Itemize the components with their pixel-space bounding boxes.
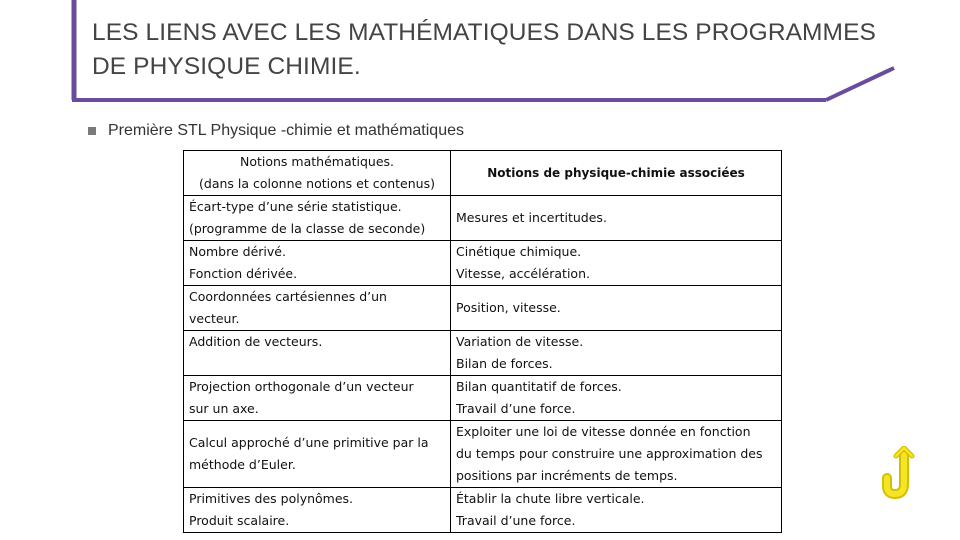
table-row [184, 488, 782, 533]
cell-line: Variation de vitesse. [456, 334, 584, 349]
math-cell [184, 376, 451, 421]
notions-table [183, 150, 782, 533]
bullet-item [88, 122, 464, 140]
cell-line: Mesures et incertitudes. [456, 210, 607, 225]
cell-line: Bilan de forces. [456, 356, 553, 371]
cell-line: Coordonnées cartésiennes d’un [189, 289, 387, 304]
cell-line: Addition de vecteurs. [189, 334, 323, 349]
cell-line: Travail d’une force. [456, 513, 576, 528]
cell-line: Produit scalaire. [189, 513, 290, 528]
table-row [184, 331, 782, 376]
page-title [92, 16, 882, 84]
header-physics-notions: Notions de physique-chimie associées [451, 151, 782, 196]
title-line-2: DE PHYSIQUE CHIMIE. [92, 53, 361, 80]
cell-line: Cinétique chimique. [456, 244, 582, 259]
physics-cell [451, 196, 782, 241]
physics-cell [451, 286, 782, 331]
physics-cell [451, 421, 782, 488]
math-cell [184, 488, 451, 533]
cell-line: du temps pour construire une approximation des [456, 446, 763, 461]
cell-line: Projection orthogonale d’un vecteur [189, 379, 414, 394]
math-cell [184, 286, 451, 331]
cell-line: Bilan quantitatif de forces. [456, 379, 622, 394]
math-cell [184, 331, 451, 376]
cell-line: vecteur. [189, 311, 240, 326]
physics-cell [451, 331, 782, 376]
table-row [184, 241, 782, 286]
cell-line: Exploiter une loi de vitesse donnée en fonction [456, 424, 751, 439]
cell-line: Primitives des polynômes. [189, 491, 354, 506]
math-cell [184, 196, 451, 241]
physics-cell [451, 376, 782, 421]
cell-line: Calcul approché d’une primitive par la [189, 435, 429, 450]
square-bullet-icon [88, 127, 96, 135]
header-math-line-1: Notions mathématiques. [239, 154, 395, 169]
bullet-text: Première STL Physique -chimie et mathématiques [108, 122, 464, 139]
table-row [184, 286, 782, 331]
physics-cell [451, 488, 782, 533]
cell-line: Écart-type d’une série statistique. [189, 199, 402, 214]
cell-line: positions par incréments de temps. [456, 468, 678, 483]
cell-line: Nombre dérivé. [189, 244, 286, 259]
cell-line: (programme de la classe de seconde) [189, 221, 426, 236]
cell-line: Établir la chute libre verticale. [456, 491, 645, 506]
cell-line: méthode d’Euler. [189, 457, 296, 472]
math-cell [184, 421, 451, 488]
header-math-line-2: (dans la colonne notions et contenus) [199, 176, 435, 191]
title-line-1: LES LIENS AVEC LES MATHÉMATIQUES DANS LES PROGRAMMES [92, 19, 876, 46]
return-arrow-icon[interactable] [880, 446, 920, 507]
table-header-row [184, 151, 782, 196]
cell-line: Vitesse, accélération. [456, 266, 590, 281]
cell-line: Fonction dérivée. [189, 266, 298, 281]
table-row [184, 196, 782, 241]
cell-line: Travail d’une force. [456, 401, 576, 416]
cell-line: Position, vitesse. [456, 300, 561, 315]
header-math-notions [184, 151, 451, 196]
table-row [184, 376, 782, 421]
physics-cell [451, 241, 782, 286]
table-row [184, 421, 782, 488]
math-cell [184, 241, 451, 286]
cell-line: sur un axe. [189, 401, 259, 416]
